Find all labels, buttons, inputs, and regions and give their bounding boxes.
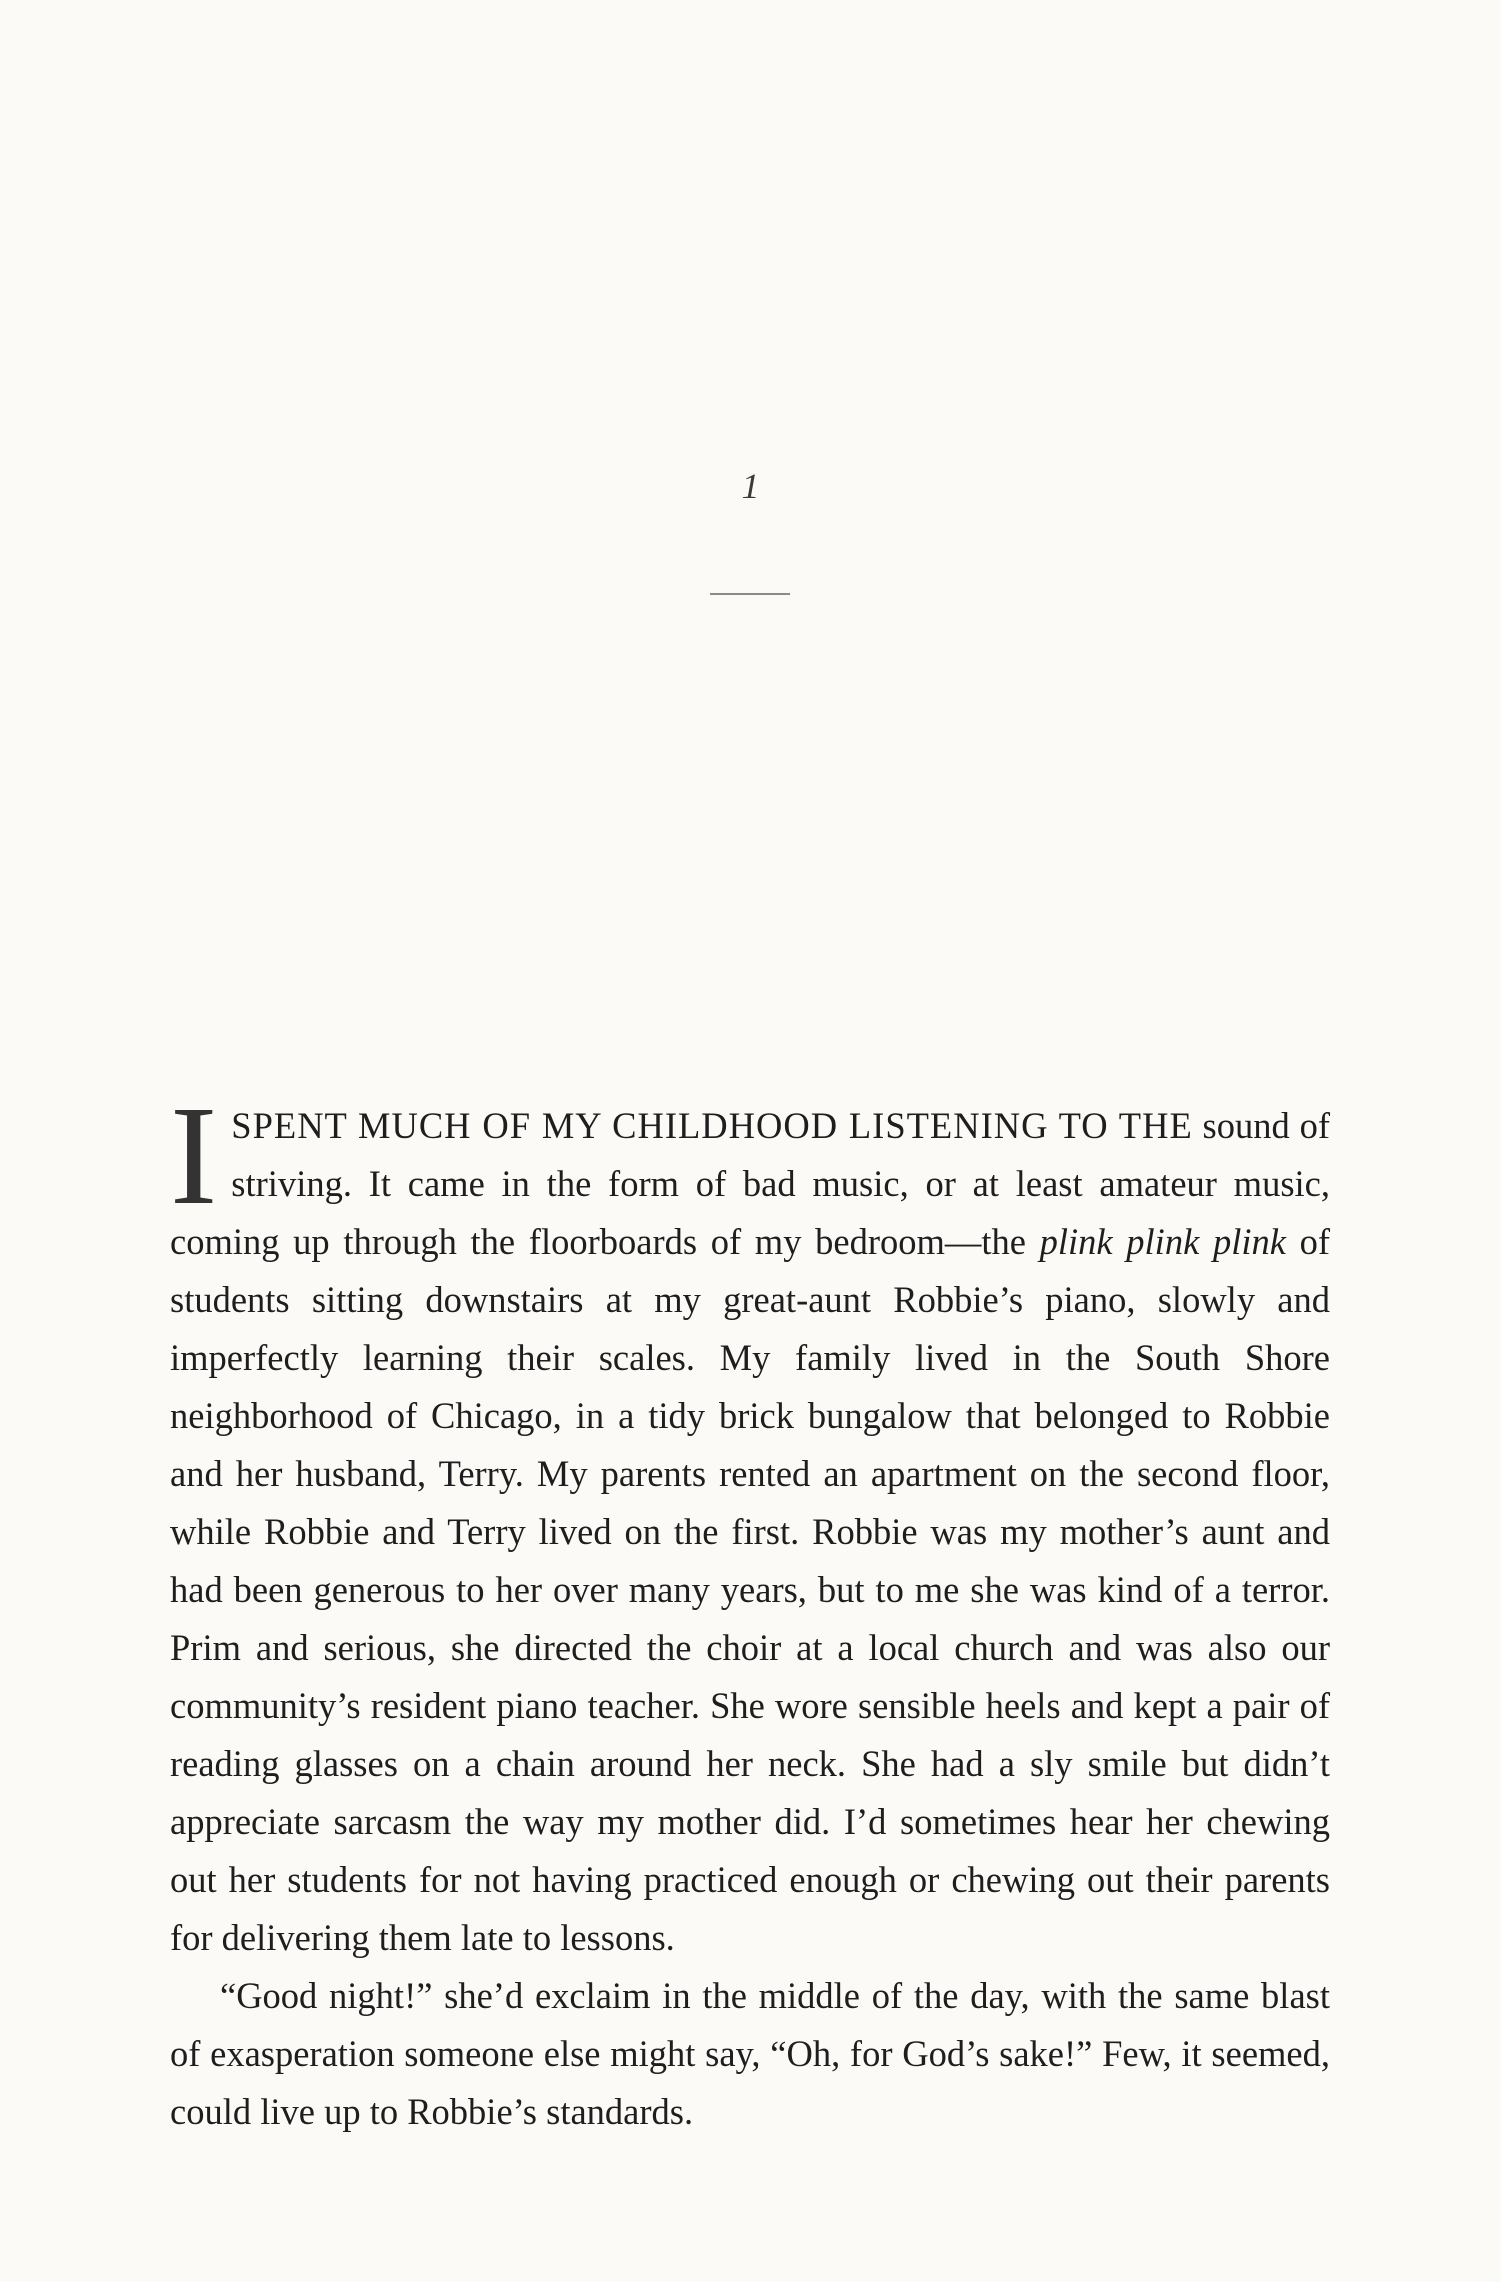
chapter-number: 1: [741, 466, 760, 506]
lead-in-caps: SPENT MUCH OF MY CHILDHOOD LISTENING TO THE: [231, 1105, 1193, 1146]
paragraph-1: [170, 1076, 1331, 1967]
chapter-divider: [710, 593, 790, 595]
paragraph-2: “Good night!” she’d exclaim in the middle of the day, with the same blast of exasperation someone else might say, “Oh, for God’s sake!” Few, it seemed, could live up to Robbie’s standards.: [170, 1975, 1330, 2132]
paragraph-1-text-a: sound of striving. It came in the form of bad music, or at least amateur music, coming up through the floorboards of my bedroom—the: [170, 1105, 1330, 1262]
chapter-body: [170, 1076, 1331, 2141]
onomatopoeia-italic: plink plink plink: [1039, 1221, 1286, 1262]
paragraph-1-text-b: of students sitting downstairs at my great-aunt Robbie’s piano, slowly and imperfectly learning their scales. My family lived in the South Shore neighborhood of Chicago, in a tidy brick bungalow that belonged to Robbie and her husband, Terry. My parents rented an apartment on the second floor, while Robbie and Terry lived on the first. Robbie was my mother’s aunt and had been generous to her over many years, but to me she was kind of a terror. Prim and serious, she directed the choir at a local church and was also our community’s resident piano teacher. She wore sensible heels and kept a pair of reading glasses on a chain around her neck. She had a sly smile but didn’t appreciate sarcasm the way my mother did. I’d sometimes hear her chewing out her students for not having practiced enough or chewing out their parents for delivering them late to lessons.: [170, 1221, 1331, 1958]
drop-cap: I: [170, 1076, 218, 1234]
